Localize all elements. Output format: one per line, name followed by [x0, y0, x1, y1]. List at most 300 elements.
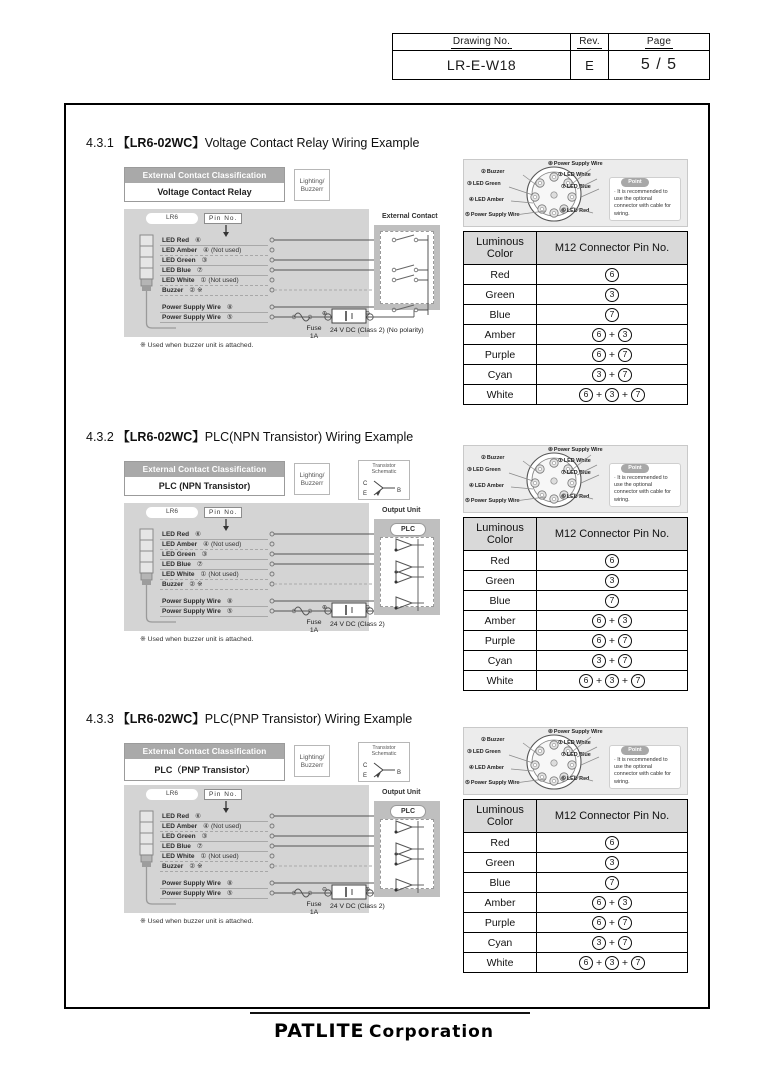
point-text: · It is recommended to use the optional connector with cable for wiring. — [614, 475, 671, 503]
connector-pin-name: LED Amber — [474, 483, 504, 489]
table-row — [464, 385, 688, 405]
wire-label-1 — [162, 540, 241, 548]
wire-row-underline-5 — [160, 589, 268, 590]
connector-pin-name: Power Supply Wire — [470, 780, 520, 786]
pin-number-circle: 6 — [592, 916, 606, 930]
table-row — [464, 953, 688, 973]
wire-label-4 — [162, 276, 239, 284]
plus-sign: + — [606, 348, 618, 361]
classification-header: External Contact Classification — [125, 744, 284, 759]
table-cell-pins — [537, 833, 688, 853]
table-header-row — [464, 232, 688, 265]
table-row — [464, 365, 688, 385]
table-cell-color: Cyan — [464, 365, 537, 385]
title-block — [392, 33, 710, 80]
connector-pin-number: ⑧ — [548, 729, 553, 735]
classification-header: External Contact Classification — [125, 168, 284, 183]
table-cell-color: Cyan — [464, 651, 537, 671]
pin-number-circle: 7 — [631, 674, 645, 688]
patlite-logo: PATLITE — [274, 1020, 365, 1042]
pin-number-circle: 3 — [618, 328, 632, 342]
pin-no-label: Pin No. — [204, 507, 242, 518]
title-block-value-row — [393, 51, 709, 79]
tower-light-icon — [136, 525, 158, 625]
buzzer-footnote: ※ Used when buzzer unit is attached. — [140, 918, 254, 925]
connector-pin-name: Buzzer — [486, 455, 505, 461]
fuse-label-line1: Fuse — [306, 619, 322, 626]
wire-name: LED White — [162, 853, 195, 860]
rev-header — [571, 34, 609, 50]
table-cell-color: Red — [464, 833, 537, 853]
transistor-schematic-box — [358, 742, 410, 782]
connector-pin-number: ⑤ — [465, 212, 470, 218]
table-row — [464, 551, 688, 571]
table-row — [464, 571, 688, 591]
wire-note: (Not used) — [208, 277, 239, 284]
pin-number-circle: 6 — [605, 268, 619, 282]
page-header — [609, 34, 709, 50]
connector-pin-number: ⑦ — [561, 752, 566, 758]
external-contact-classification-box — [124, 167, 285, 202]
pin-number-circle: 7 — [631, 956, 645, 970]
connector-pin-name: LED Green — [472, 181, 501, 187]
table-header-pin-no: M12 Connector Pin No. — [537, 232, 688, 265]
table-row — [464, 933, 688, 953]
pin-number-circle: 3 — [592, 654, 606, 668]
table-cell-color: Purple — [464, 345, 537, 365]
rev-value: E — [571, 51, 609, 79]
dc-polarity-left: ⊖ — [322, 887, 328, 893]
connector-pin-name: Power Supply Wire — [553, 729, 603, 735]
wire-note: ※ — [197, 581, 203, 588]
dc-polarity-right: ⊖ — [365, 311, 371, 317]
pin-number-circle: 7 — [605, 594, 619, 608]
section-model: 【LR6-02WC】 — [117, 430, 205, 444]
footer-rule — [250, 1012, 530, 1014]
wire-label-6 — [162, 597, 235, 605]
table-header-luminous-color — [464, 232, 537, 265]
classification-header: External Contact Classification — [125, 462, 284, 477]
table-cell-color: Green — [464, 853, 537, 873]
wire-pin-number: ① — [200, 277, 207, 284]
connector-pin-number: ⑥ — [561, 494, 566, 500]
plus-sign: + — [619, 388, 631, 401]
pin-number-circle: 6 — [592, 614, 606, 628]
section-title-text: Voltage Contact Relay Wiring Example — [204, 136, 420, 150]
connector-pin-name: LED Green — [472, 749, 501, 755]
wire-pin-number: ⑤ — [226, 608, 233, 615]
connector-pin-number: ④ — [469, 483, 474, 489]
table-cell-color: Red — [464, 551, 537, 571]
svg-text:E: E — [363, 491, 368, 497]
page-value: 5 / 5 — [640, 56, 678, 73]
section-number: 4.3.3 — [86, 712, 118, 726]
section-title-text: PLC(NPN Transistor) Wiring Example — [204, 430, 414, 444]
section-title-4.3.1 — [86, 133, 419, 151]
rev-header-text: Rev. — [579, 35, 600, 47]
table-cell-pins — [537, 571, 688, 591]
pin-number-circle: 6 — [605, 554, 619, 568]
connector-pin-name: LED White — [563, 740, 591, 746]
wire-label-5 — [162, 580, 203, 588]
wire-name: Power Supply Wire — [162, 304, 221, 311]
table-row — [464, 591, 688, 611]
table-cell-pins — [537, 385, 688, 405]
svg-text:B: B — [397, 770, 402, 776]
connector-pin-number: ③ — [467, 181, 472, 187]
table-row — [464, 671, 688, 691]
connector-pin-name: Power Supply Wire — [470, 498, 520, 504]
fuse-label-line2: 1A — [309, 627, 319, 634]
connector-pin-name: LED Red — [566, 776, 590, 782]
plus-sign: + — [606, 896, 618, 909]
pin-number-circle: 7 — [605, 308, 619, 322]
table-row — [464, 873, 688, 893]
table-cell-color: Cyan — [464, 933, 537, 953]
wire-pin-number: ⑦ — [196, 843, 203, 850]
luminous-header-line2: Color — [486, 816, 514, 828]
table-cell-pins — [537, 873, 688, 893]
dc-supply-label: 24 V DC (Class 2) — [330, 903, 385, 910]
buzzer-footnote: ※ Used when buzzer unit is attached. — [140, 636, 254, 643]
pin-number-circle: 3 — [605, 388, 619, 402]
fuse-label-line2: 1A — [309, 909, 319, 916]
dc-polarity-right: ⊖ — [365, 605, 371, 611]
wire-pin-number: ⑤ — [226, 314, 233, 321]
pin-number-circle: 7 — [605, 876, 619, 890]
wire-row-underline-7 — [160, 322, 268, 323]
wire-pin-number: ⑧ — [226, 880, 233, 887]
section-model: 【LR6-02WC】 — [117, 136, 205, 150]
wire-label-2 — [162, 550, 209, 558]
point-title-pill: Point — [621, 746, 649, 755]
external-contact-classification-box — [124, 461, 285, 496]
wire-name: LED Blue — [162, 843, 191, 850]
wire-name: LED Blue — [162, 267, 191, 274]
page-header-text: Page — [646, 35, 672, 47]
wire-label-2 — [162, 832, 209, 840]
wire-label-0 — [162, 530, 203, 538]
wire-pin-number: ⑧ — [226, 598, 233, 605]
pin-number-circle: 3 — [618, 614, 632, 628]
point-text: · It is recommended to use the optional connector with cable for wiring. — [614, 189, 671, 217]
wire-pin-number: ③ — [201, 833, 208, 840]
pin-number-circle: 7 — [618, 348, 632, 362]
dc-polarity-right: ⊕ — [365, 887, 371, 893]
table-cell-pins — [537, 651, 688, 671]
external-contact-classification-box — [124, 743, 285, 781]
section-number: 4.3.2 — [86, 430, 118, 444]
wire-note: (Not used) — [210, 541, 242, 548]
svg-text:C: C — [363, 481, 368, 487]
plus-sign: + — [593, 956, 605, 969]
pin-number-circle: 6 — [605, 836, 619, 850]
table-cell-color: Green — [464, 285, 537, 305]
wire-label-6 — [162, 879, 235, 887]
connector-pin-number: ③ — [467, 467, 472, 473]
wire-pin-number: ④ — [203, 823, 209, 830]
wire-pin-number: ① — [200, 571, 207, 578]
pin-number-circle: 7 — [618, 916, 632, 930]
wire-name: Power Supply Wire — [162, 608, 221, 615]
plus-sign: + — [593, 388, 605, 401]
table-row — [464, 833, 688, 853]
wire-pin-number: ② — [189, 581, 196, 588]
connector-pin-number: ① — [558, 458, 563, 464]
wire-pin-number: ② — [189, 287, 196, 294]
table-cell-color: Purple — [464, 631, 537, 651]
table-header-row — [464, 800, 688, 833]
wire-label-6 — [162, 303, 235, 311]
table-cell-pins — [537, 933, 688, 953]
wire-label-7 — [162, 313, 235, 321]
pin-number-circle: 3 — [605, 856, 619, 870]
title-block-header-row — [393, 34, 709, 51]
connector-pin-number: ⑦ — [561, 470, 566, 476]
down-arrow-icon — [221, 519, 231, 531]
pin-number-circle: 6 — [579, 956, 593, 970]
transistor-outputs-group — [374, 801, 440, 897]
table-cell-color: Blue — [464, 591, 537, 611]
transistor-symbol-icon — [360, 758, 408, 780]
wire-row-underline-7 — [160, 616, 268, 617]
drawing-no-header-text: Drawing No. — [452, 35, 511, 47]
pin-number-circle: 3 — [605, 956, 619, 970]
wire-pin-number: ④ — [203, 541, 209, 548]
luminous-header-line2: Color — [486, 534, 514, 546]
plus-sign: + — [606, 368, 618, 381]
table-row — [464, 893, 688, 913]
wire-note: ※ — [197, 863, 203, 870]
table-cell-color: White — [464, 953, 537, 973]
table-cell-pins — [537, 671, 688, 691]
connector-pin-name: Buzzer — [486, 737, 505, 743]
luminous-header-line2: Color — [486, 248, 514, 260]
luminous-color-pin-table — [463, 517, 688, 691]
wire-note: (Not used) — [208, 853, 239, 860]
transistor-title-line1: Transistor — [372, 745, 396, 751]
wire-name: LED Green — [162, 833, 196, 840]
connector-pin-number: ② — [481, 737, 486, 743]
pin-number-circle: 3 — [592, 368, 606, 382]
connector-pin-number: ② — [481, 169, 486, 175]
wire-label-7 — [162, 607, 235, 615]
svg-text:E: E — [363, 773, 368, 779]
wire-name: Power Supply Wire — [162, 314, 221, 321]
down-arrow-icon — [221, 801, 231, 813]
connector-pin-name: LED Green — [472, 467, 501, 473]
fuse-label — [302, 325, 326, 341]
pin-number-circle: 6 — [592, 634, 606, 648]
fuse-label — [302, 901, 326, 917]
table-row — [464, 285, 688, 305]
connector-pin-name: LED White — [563, 172, 591, 178]
lighting-buzzer-box — [294, 745, 330, 777]
dc-polarity-left: ⊕ — [322, 605, 328, 611]
connector-pin-number: ② — [481, 455, 486, 461]
table-cell-pins — [537, 953, 688, 973]
lighting-buzzer-line2: Buzzerr — [300, 480, 324, 487]
drawing-no-header — [393, 34, 571, 50]
wire-row-underline-7 — [160, 898, 268, 899]
pin-number-circle: 6 — [579, 388, 593, 402]
wire-note: (Not used) — [210, 823, 242, 830]
connector-pin-number: ⑧ — [548, 447, 553, 453]
wire-note: (Not used) — [208, 571, 239, 578]
wire-label-3 — [162, 560, 205, 568]
pin-number-circle: 6 — [579, 674, 593, 688]
wire-label-1 — [162, 246, 241, 254]
connector-pin-name: Power Supply Wire — [470, 212, 520, 218]
plus-sign: + — [606, 634, 618, 647]
wire-name: Power Supply Wire — [162, 890, 221, 897]
wire-pin-number: ⑦ — [196, 561, 203, 568]
table-cell-pins — [537, 305, 688, 325]
table-cell-pins — [537, 265, 688, 285]
lighting-buzzer-line1: Lighting/ — [299, 472, 325, 479]
plus-sign: + — [606, 916, 618, 929]
connector-pin-name: Buzzer — [486, 169, 505, 175]
connector-pin-name: LED Amber — [474, 197, 504, 203]
page-footer — [0, 1020, 768, 1042]
tower-light-icon — [136, 807, 158, 907]
dc-supply-label: 24 V DC (Class 2) — [330, 621, 385, 628]
wire-note: ※ — [197, 287, 203, 294]
luminous-header-line1: Luminous — [476, 522, 524, 534]
plus-sign: + — [606, 936, 618, 949]
luminous-color-pin-table — [463, 231, 688, 405]
wire-name: LED Green — [162, 551, 196, 558]
pin-number-circle: 7 — [618, 654, 632, 668]
device-tag-lr6: LR6 — [146, 507, 198, 518]
connector-pin-name: LED Blue — [566, 184, 591, 190]
table-header-pin-no: M12 Connector Pin No. — [537, 800, 688, 833]
device-tag-lr6: LR6 — [146, 213, 198, 224]
table-header-row — [464, 518, 688, 551]
wire-pin-number: ⑦ — [196, 267, 203, 274]
table-row — [464, 651, 688, 671]
wire-pin-number: ⑧ — [226, 304, 233, 311]
fuse-label — [302, 619, 326, 635]
pin-number-circle: 3 — [605, 288, 619, 302]
wire-row-underline-5 — [160, 871, 268, 872]
wire-name: LED Red — [162, 813, 190, 820]
connector-pin-name: LED Red — [566, 208, 590, 214]
connector-pin-number: ⑤ — [465, 498, 470, 504]
table-cell-color: Green — [464, 571, 537, 591]
wire-name: LED White — [162, 571, 195, 578]
connector-pin-number: ⑥ — [561, 208, 566, 214]
transistor-outputs-group — [374, 519, 440, 615]
wire-name: LED Blue — [162, 561, 191, 568]
connector-pin-name: LED White — [563, 458, 591, 464]
buzzer-footnote: ※ Used when buzzer unit is attached. — [140, 342, 254, 349]
point-text: · It is recommended to use the optional connector with cable for wiring. — [614, 757, 671, 785]
wire-label-0 — [162, 812, 203, 820]
table-row — [464, 631, 688, 651]
pin-no-label: Pin No. — [204, 213, 242, 224]
wire-row-underline-5 — [160, 295, 268, 296]
plus-sign: + — [606, 614, 618, 627]
table-cell-pins — [537, 325, 688, 345]
target-box-title: External Contact — [382, 213, 438, 220]
lighting-buzzer-box — [294, 463, 330, 495]
table-header-pin-no: M12 Connector Pin No. — [537, 518, 688, 551]
target-box-title: Output Unit — [382, 789, 421, 796]
transistor-title-line2: Schematic — [371, 751, 397, 757]
plus-sign: + — [606, 328, 618, 341]
wire-name: Buzzer — [162, 287, 184, 294]
point-title-pill: Point — [621, 464, 649, 473]
connector-pin-name: Power Supply Wire — [553, 447, 603, 453]
connector-pin-number: ④ — [469, 197, 474, 203]
connector-pin-name: Power Supply Wire — [553, 161, 603, 167]
target-box-title: Output Unit — [382, 507, 421, 514]
connector-pin-name: LED Blue — [566, 752, 591, 758]
table-cell-pins — [537, 345, 688, 365]
lighting-buzzer-line1: Lighting/ — [299, 178, 325, 185]
pin-number-circle: 6 — [592, 328, 606, 342]
wire-name: LED Red — [162, 237, 190, 244]
table-cell-color: Red — [464, 265, 537, 285]
dc-supply-label: 24 V DC (Class 2) (No polarity) — [330, 327, 424, 334]
lighting-buzzer-line2: Buzzerr — [300, 186, 324, 193]
luminous-header-line1: Luminous — [476, 236, 524, 248]
section-model: 【LR6-02WC】 — [117, 712, 205, 726]
connector-pin-name: LED Blue — [566, 470, 591, 476]
plc-pill: PLC — [390, 805, 426, 818]
section-title-4.3.2 — [86, 427, 413, 445]
connector-pin-number: ① — [558, 740, 563, 746]
table-cell-pins — [537, 285, 688, 305]
classification-value: Voltage Contact Relay — [125, 183, 284, 201]
transistor-title-line2: Schematic — [371, 469, 397, 475]
section-title-4.3.3 — [86, 709, 412, 727]
table-cell-color: Blue — [464, 305, 537, 325]
classification-value: PLC（PNP Transistor） — [125, 759, 284, 780]
drawing-no-value: LR-E-W18 — [393, 51, 571, 79]
relay-contacts-group — [374, 225, 440, 310]
fuse-label-line2: 1A — [309, 333, 319, 340]
wire-pin-number: ④ — [203, 247, 209, 254]
wire-label-3 — [162, 842, 205, 850]
table-row — [464, 345, 688, 365]
table-cell-pins — [537, 611, 688, 631]
table-row — [464, 325, 688, 345]
luminous-color-pin-table — [463, 799, 688, 973]
transistor-schematic-box — [358, 460, 410, 500]
pin-no-label: Pin No. — [204, 789, 242, 800]
transistor-title-line1: Transistor — [372, 463, 396, 469]
plus-sign: + — [606, 654, 618, 667]
pin-number-circle: 6 — [592, 896, 606, 910]
plus-sign: + — [619, 956, 631, 969]
table-cell-color: Blue — [464, 873, 537, 893]
wire-pin-number: ⑥ — [195, 813, 201, 820]
wire-name: LED Amber — [162, 823, 198, 830]
wire-label-4 — [162, 570, 239, 578]
pin-number-circle: 7 — [618, 368, 632, 382]
document-frame — [64, 103, 710, 1009]
table-cell-color: Amber — [464, 325, 537, 345]
wire-name: LED Green — [162, 257, 196, 264]
down-arrow-icon — [221, 225, 231, 237]
fuse-label-line1: Fuse — [306, 325, 322, 332]
table-row — [464, 853, 688, 873]
svg-text:B: B — [397, 488, 402, 494]
connector-pin-number: ⑤ — [465, 780, 470, 786]
wire-name: LED Red — [162, 531, 190, 538]
